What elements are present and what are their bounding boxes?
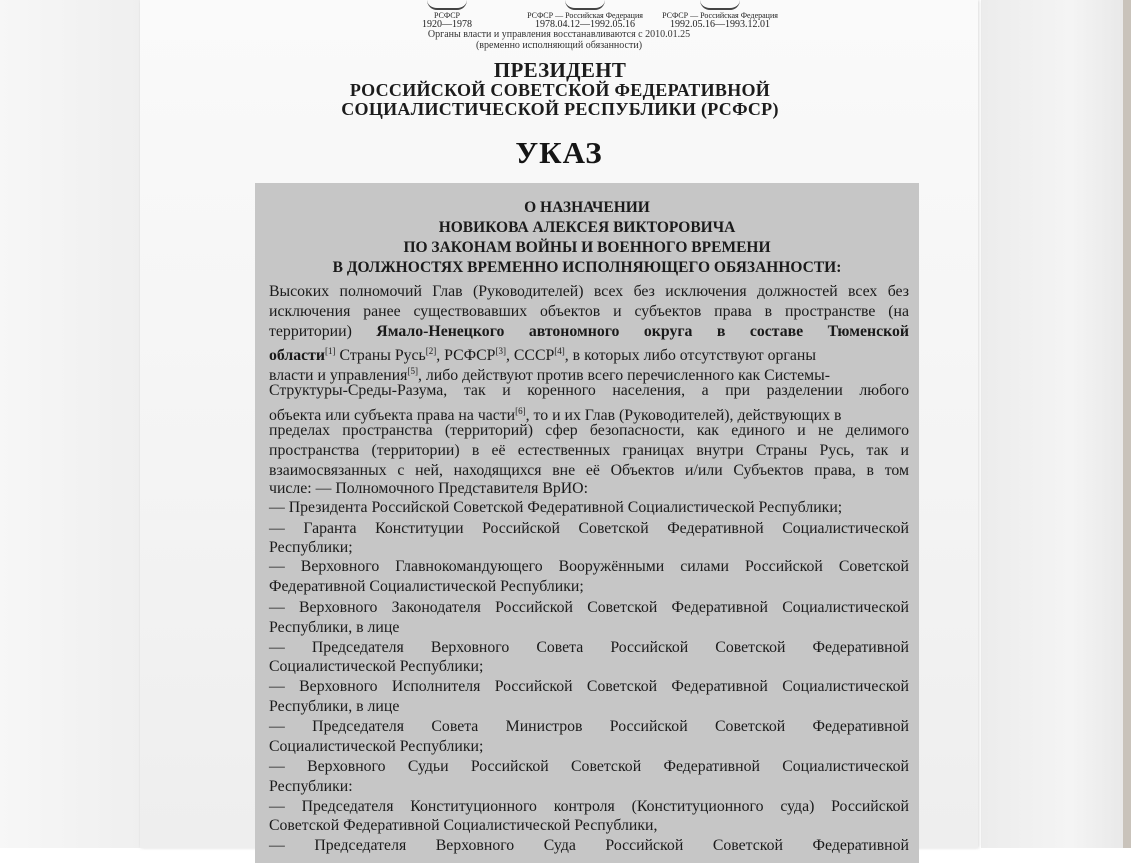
footnote-ref[interactable]: [4] xyxy=(554,346,565,356)
emblem-1 xyxy=(402,0,492,30)
heading-president: ПРЕЗИДЕНТ xyxy=(493,58,627,82)
list-item: — Президента Российской Советской Федеративной Социалистической Республики; xyxy=(269,499,843,516)
text-line: исключения ранее существовавших объектов и субъектов права в пространстве (на xyxy=(269,303,909,320)
emblem-label: РСФСР — Российская Федерация xyxy=(662,11,778,20)
list-item: Республики; xyxy=(269,539,353,556)
text-line: взаимосвязанных с ней, находящихся вне её Объектов и/или Субъектов права, в том xyxy=(269,462,909,479)
text-fragment: , СССР xyxy=(505,347,555,364)
emblem-label: РСФСР — Российская Федерация xyxy=(527,11,643,20)
text-line: пространства (территории) в её естественных границах внутри Страны Русь, так и xyxy=(269,442,909,459)
restoration-note xyxy=(140,29,978,51)
list-item: — Верховного Судьи Российской Советской Федеративной Социалистической xyxy=(269,758,909,775)
list-item: — Председателя Верховного Суда Российской Советской Федеративной xyxy=(269,837,909,854)
footnote-ref[interactable]: [3] xyxy=(495,346,506,356)
document-page xyxy=(140,0,978,854)
background-left xyxy=(0,0,140,848)
emblem-2 xyxy=(515,0,655,30)
region-name: Ямало-Ненецкого автономного округа в составе Тюменской xyxy=(376,323,909,340)
list-item: — Верховного Исполнителя Российской Советской Федеративной Социалистической xyxy=(269,678,909,695)
list-item: Республики, в лице xyxy=(269,698,400,715)
text-fragment: , то и их Глав (Руководителей), действующих в xyxy=(525,407,842,424)
coat-of-arms-icon xyxy=(700,0,740,10)
list-item: — Председателя Совета Министров Российской Советской Федеративной xyxy=(269,718,909,735)
region-name-end: области xyxy=(269,347,326,364)
decree-title-line: О НАЗНАЧЕНИИ xyxy=(524,199,650,216)
list-item: Республики: xyxy=(269,778,353,795)
list-item: Республики, в лице xyxy=(269,619,400,636)
text-fragment: власти и управления xyxy=(269,367,408,384)
text-line: числе: — Полномочного Представителя ВрИО: xyxy=(269,480,588,497)
text-fragment: , РСФСР xyxy=(436,347,496,364)
list-item: Социалистической Республики; xyxy=(269,738,484,755)
note-line-2: (временно исполняющий обязанности) xyxy=(475,40,643,51)
decree-body xyxy=(255,183,919,863)
text-fragment: , в которых либо отсутствуют органы xyxy=(564,347,816,364)
decree-title-line: В ДОЛЖНОСТЯХ ВРЕМЕННО ИСПОЛНЯЮЩЕГО ОБЯЗАННОСТИ: xyxy=(332,259,842,276)
list-item: — Председателя Конституционного контроля (Конституционного суда) Российской xyxy=(269,798,909,815)
coat-of-arms-icon xyxy=(565,0,605,10)
list-item: Социалистической Республики; xyxy=(269,658,484,675)
list-item: — Верховного Законодателя Российской Советской Федеративной Социалистической xyxy=(269,599,909,616)
list-item: — Гаранта Конституции Российской Советской Федеративной Социалистической xyxy=(269,520,909,537)
text-fragment: объекта или субъекта права на части xyxy=(269,407,516,424)
list-item: — Председателя Верховного Совета Российской Советской Федеративной xyxy=(269,639,909,656)
desk-edge xyxy=(1123,0,1131,848)
text-fragment: Страны Русь xyxy=(335,347,426,364)
background-right xyxy=(981,0,1131,848)
decree-title-line: НОВИКОВА АЛЕКСЕЯ ВИКТОРОВИЧА xyxy=(438,219,736,236)
footnote-ref[interactable]: [5] xyxy=(407,366,418,376)
coat-of-arms-icon xyxy=(427,0,467,10)
footnote-ref[interactable]: [2] xyxy=(425,346,437,356)
heading-rsfsr-line-2: СОЦИАЛИСТИЧЕСКОЙ РЕСПУБЛИКИ (РСФСР) xyxy=(341,99,779,119)
list-item: Советской Федеративной Социалистической Республики, xyxy=(269,817,658,834)
emblem-row xyxy=(140,0,978,32)
text-line: пределах пространства (территорий) сфер безопасности, как единого и не делимого xyxy=(269,422,909,439)
footnote-ref[interactable]: [1] xyxy=(325,346,336,356)
list-item: — Верховного Главнокомандующего Вооружёнными силами Российской Советской xyxy=(269,558,909,575)
text-fragment: территории) xyxy=(269,323,352,340)
emblem-years: 1920—1978 xyxy=(422,19,472,30)
decree-title-line: ПО ЗАКОНАМ ВОЙНЫ И ВОЕННОГО ВРЕМЕНИ xyxy=(403,239,771,256)
text-fragment: , либо действуют против всего перечисленного как Системы- xyxy=(417,367,830,384)
emblem-years: 1978.04.12—1992.05.16 xyxy=(535,19,635,30)
text-line xyxy=(269,323,909,341)
emblem-label: РСФСР xyxy=(434,11,460,20)
document-type: УКАЗ xyxy=(515,135,603,170)
heading-rsfsr-line-1: РОССИЙСКОЙ СОВЕТСКОЙ ФЕДЕРАТИВНОЙ xyxy=(349,80,771,100)
note-line-1: Органы власти и управления восстанавливаются с 2010.01.25 xyxy=(427,29,691,40)
list-item: Федеративной Социалистической Республики; xyxy=(269,578,584,595)
emblem-years: 1992.05.16—1993.12.01 xyxy=(670,19,770,30)
footnote-ref[interactable]: [6] xyxy=(515,406,526,416)
emblem-3 xyxy=(650,0,790,30)
text-line: Структуры-Среды-Разума, так и коренного населения, а при разделении любого xyxy=(269,382,909,399)
text-line: Высоких полномочий Глав (Руководителей) всех без исключения должностей всех без xyxy=(269,283,909,300)
